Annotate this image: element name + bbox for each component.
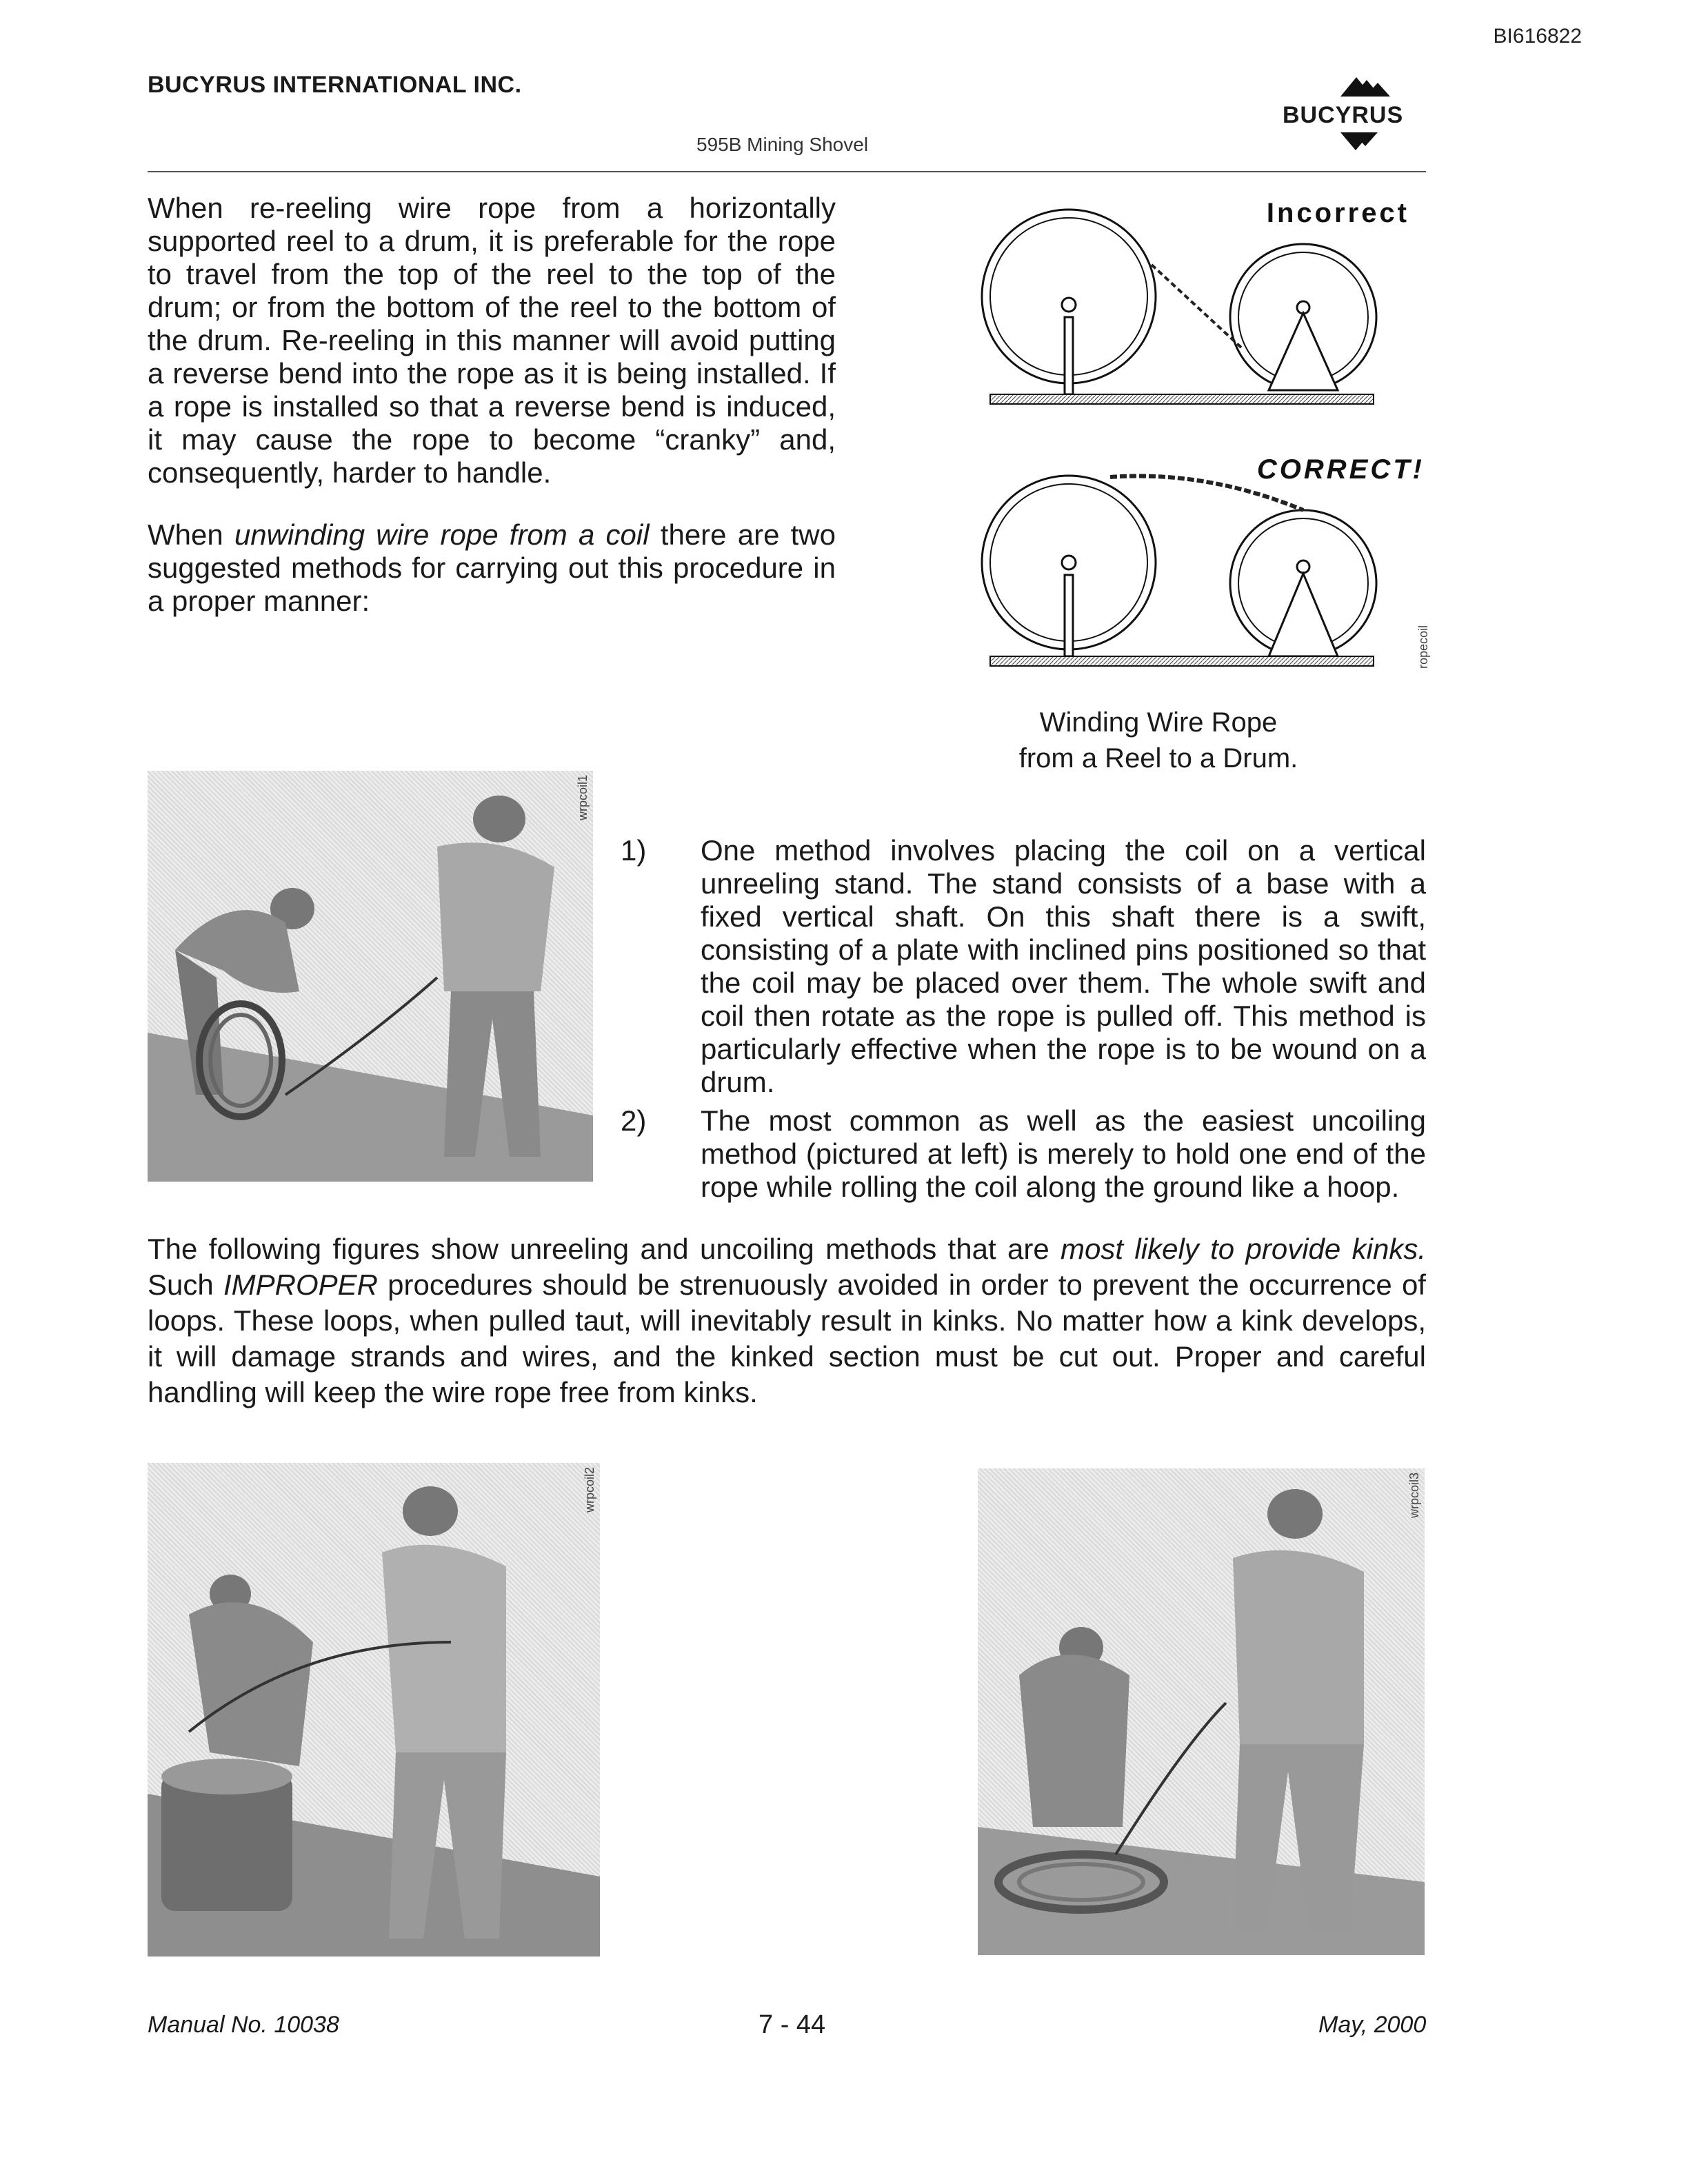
manual-number: Manual No. 10038 bbox=[148, 2012, 339, 2038]
list-text: The most common as well as the easiest uncoiling method (pictured at left) is merely to hold one end of the rope while rolling the coil along the ground like a hoop. bbox=[701, 1104, 1426, 1203]
list-text: One method involves placing the coil on a vertical unreeling stand. The stand consists of a base with a fixed vertical shaft. On this shaft there is a swift, consisting of a plate with inclined pins positioned so that the coil may be placed over them. The whole swift and coil then rotate as the rope is pulled off. This method is particularly effective when the rope is to be wound on a drum. bbox=[701, 834, 1426, 1098]
list-number: 1) bbox=[621, 834, 647, 867]
list-item bbox=[621, 834, 1426, 1099]
photo-tag-1: wrpcoil1 bbox=[576, 775, 590, 821]
company-name: BUCYRUS INTERNATIONAL INC. bbox=[148, 72, 522, 98]
emphasis-kinks: most likely to provide kinks. bbox=[1061, 1233, 1426, 1265]
reel-to-drum-figure bbox=[979, 193, 1434, 689]
label-incorrect: Incorrect bbox=[1266, 198, 1409, 228]
list-item bbox=[621, 1104, 1426, 1204]
manual-subtitle: 595B Mining Shovel bbox=[696, 134, 869, 155]
figure-caption bbox=[979, 705, 1338, 776]
list-number: 2) bbox=[621, 1104, 647, 1137]
publication-date: May, 2000 bbox=[1318, 2012, 1427, 2038]
photo-rolling-coil bbox=[148, 771, 593, 1182]
photo-tag-3: wrpcoil3 bbox=[1407, 1473, 1421, 1519]
document-id: BI616822 bbox=[1493, 25, 1582, 48]
caption-line-1: Winding Wire Rope bbox=[1039, 707, 1278, 738]
intro-paragraph-1: When re-reeling wire rope from a horizontally supported reel to a drum, it is preferable for the rope to travel from the top of the reel to the top of the drum; or from the bottom of the reel to the bottom of the drum. Re-reeling in this manner will avoid putting a reverse bend into the rope as it is being installed. If a rope is installed so that a reverse bend is induced, it may cause the rope to become “cranky” and, consequently, harder to handle. bbox=[148, 192, 836, 489]
bucyrus-logo bbox=[1277, 69, 1436, 159]
logo-text: BUCYRUS bbox=[1283, 102, 1404, 128]
incorrect-diagram bbox=[982, 210, 1376, 404]
photo-improper-unreeling bbox=[148, 1463, 600, 1957]
warning-paragraph: The following figures show unreeling and uncoiling methods that are most likely to provide kinks. Such IMPROPER procedures should be strenuously avoided in order to prevent the occurrence of loops. These loops, when pulled taut, will inevitably result in kinks. No matter how a kink develops, it will damage strands and wires, and the kinked section must be cut out. Proper and careful handling will keep the wire rope free from kinks. bbox=[148, 1233, 1426, 1408]
emphasis-improper: IMPROPER bbox=[223, 1268, 378, 1301]
photo-improper-uncoiling bbox=[978, 1468, 1425, 1955]
emphasis-unwinding: unwinding wire rope from a coil bbox=[234, 518, 650, 551]
correct-diagram bbox=[982, 476, 1376, 666]
page-number: 7 - 44 bbox=[758, 2010, 826, 2039]
method-list bbox=[621, 834, 1426, 1204]
photo-tag-2: wrpcoil2 bbox=[583, 1467, 596, 1513]
figure-tag: ropecoil bbox=[1416, 625, 1430, 669]
label-correct: CORRECT! bbox=[1256, 454, 1425, 485]
header-rule bbox=[148, 171, 1426, 172]
caption-line-2: from a Reel to a Drum. bbox=[1018, 743, 1298, 774]
intro-paragraph-2: When unwinding wire rope from a coil there are two suggested methods for carrying out this procedure in a proper manner: bbox=[148, 518, 836, 617]
